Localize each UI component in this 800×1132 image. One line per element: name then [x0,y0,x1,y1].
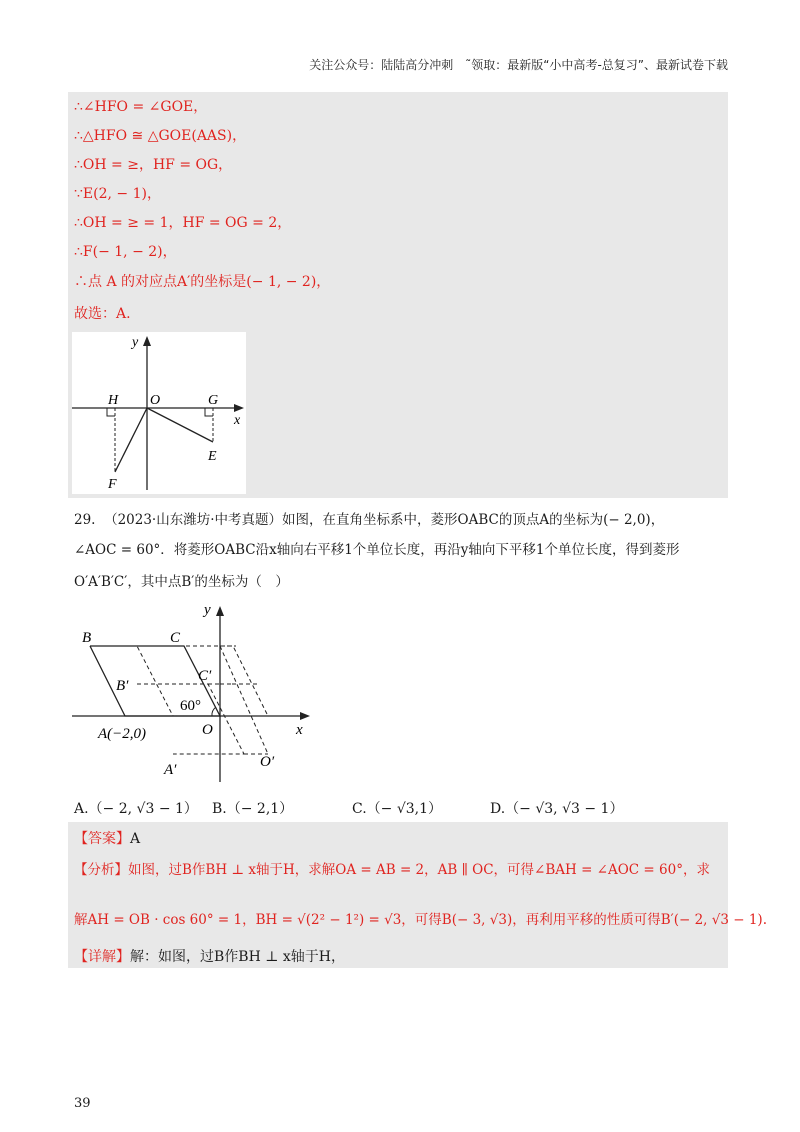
answer-tag: 【答案】 [74,831,130,847]
option-a: A.（− 2, √3 − 1） [74,801,198,817]
question-line-1 [74,508,664,528]
fig1-F-label: F [108,477,117,492]
solution-line-5: ∴OH = ≥ = 1，HF = OG = 2， [74,215,292,231]
analysis-line-1 [74,858,710,878]
fig1-y-label: y [132,335,139,350]
question-text-1: （2023·山东潍坊·中考真题）如图，在直角坐标系中，菱形OABC的顶点A的坐标为(− 2,0)， [104,512,665,528]
fig2-O1-label: O′ [260,754,275,770]
answer-line [74,828,140,848]
fig2-y-label: y [204,602,211,618]
fig2-C1-label: C′ [198,668,212,684]
page-header: 关注公众号：陆陆高分冲刺 ˜领取：最新版“小中高考-总复习”、最新试卷下载 [309,58,728,72]
fig2-A-label: A(−2,0) [98,726,147,742]
figure-rhombus-translation [70,598,320,788]
page-number: 39 [74,1096,91,1111]
fig2-O-label: O [202,722,213,738]
question-line-2: ∠AOC = 60°．将菱形OABC沿x轴向右平移1个单位长度，再沿y轴向下平移1个单位长度，得到菱形 [74,542,680,558]
option-d: D.（− √3, √3 − 1） [490,801,624,817]
fig2-angle-label: 60° [180,698,201,714]
solution-line-8: 故选：A. [74,306,131,322]
fig2-B1-label: B′ [116,678,129,694]
fig2-x-label: x [296,722,303,738]
analysis-text-1: 如图，过B作BH ⊥ x轴于H，求解OA = AB = 2，AB ∥ OC，可得∠BAH = ∠AOC = 60°，求 [128,862,710,878]
fig1-E-label: E [208,449,217,464]
analysis-tag: 【分析】 [74,862,128,878]
fig1-H-label: H [108,393,119,408]
detail-tag: 【详解】 [74,949,130,965]
solution-line-4: ∵E(2, − 1)， [74,186,161,202]
fig2-C-label: C [170,630,181,646]
question-number: 29. [74,512,96,528]
answer-value: A [130,831,141,847]
question-line-3: O′A′B′C′，其中点B′的坐标为（ ） [74,574,289,590]
detail-text: 解：如图，过B作BH ⊥ x轴于H， [130,949,345,965]
analysis-line-2: 解AH = OB · cos 60° = 1，BH = √(2² − 1²) = √3，可得B(− 3, √3)，再利用平移的性质可得B′(− 2, √3 − 1). [74,912,767,928]
solution-line-6: ∴F(− 1, − 2)， [74,244,177,260]
solution-line-1: ∴∠HFO = ∠GOE， [74,99,208,115]
option-c: C.（− √3,1） [352,801,443,817]
fig2-A1-label: A′ [164,762,177,778]
solution-line-3: ∴OH = ≥，HF = OG， [74,157,233,173]
figure-congruent-triangles [72,332,246,494]
solution-line-7: ∴点 A 的对应点A′的坐标是(− 1, − 2)， [74,274,331,290]
detail-line [74,946,345,966]
fig1-x-label: x [234,413,241,428]
fig1-O-label: O [150,393,161,408]
fig2-B-label: B [82,630,92,646]
solution-line-2: ∴△HFO ≅ △GOE(AAS)， [74,128,247,144]
fig1-G-label: G [208,393,219,408]
option-b: B.（− 2,1） [212,801,294,817]
